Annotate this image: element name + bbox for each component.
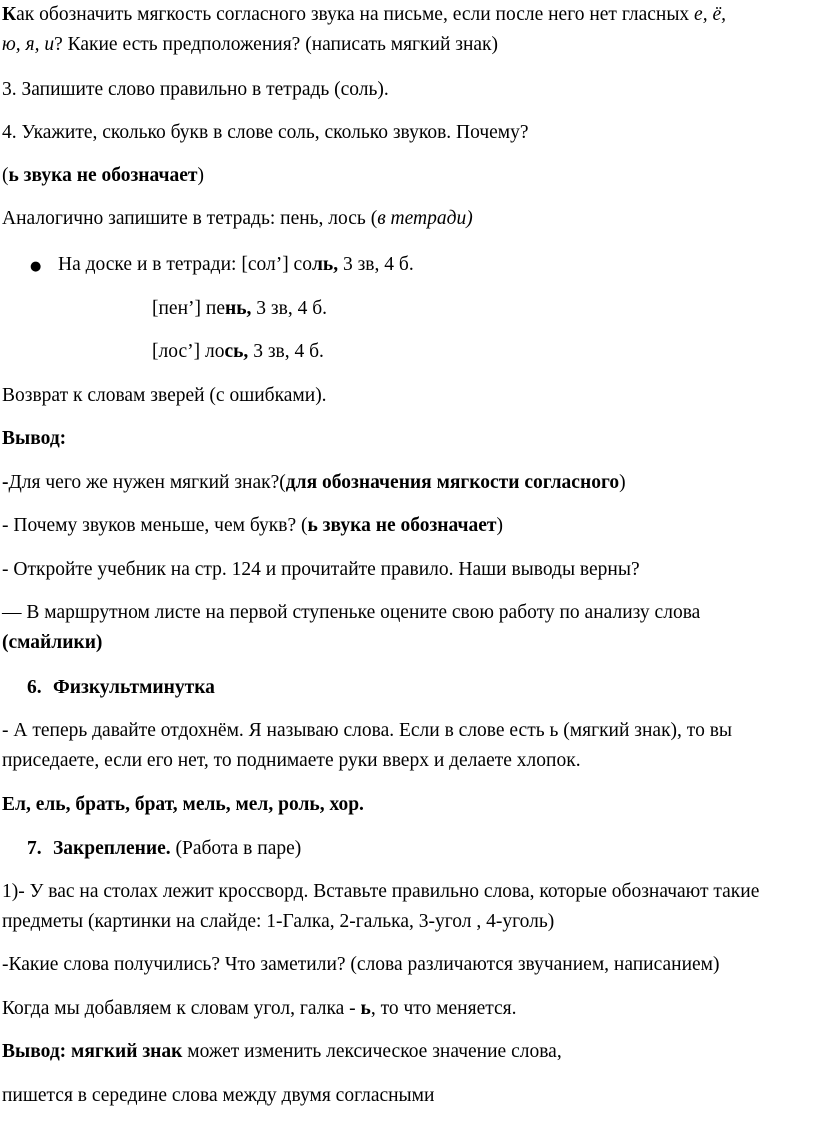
bullet-line-1: На доске и в тетради: [сол’] соль, 3 зв, 4 б.: [58, 254, 414, 275]
bullet-line-3: [лос’] лось, 3 зв, 4 б.: [152, 341, 324, 362]
exercise-instructions: - А теперь давайте отдохнём. Я называю слова. Если в слове есть ь (мягкий знак), то вы приседаете, если его нет, то поднимаете руки вверх и делаете хлопок.: [2, 720, 733, 771]
question-2: - Почему звуков меньше, чем букв? (ь звука не обозначает): [2, 515, 503, 536]
conclusion-heading: Вывод:: [2, 428, 67, 449]
return-note: Возврат к словам зверей (с ошибками).: [2, 385, 327, 406]
final-conclusion: Вывод: мягкий знак может изменить лексическое значение слова,: [2, 1041, 562, 1062]
bold-text: ь звука не обозначает: [8, 165, 198, 186]
paragraph-question-softness-cont: [2, 30, 812, 60]
vowels-italic: е, ё,: [694, 4, 726, 25]
bold-answer: ь звука не обозначает: [307, 515, 497, 536]
vowels-italic: ю, я, и: [2, 34, 55, 55]
question-4: — В маршрутном листе на первой ступеньке оцените свою работу по анализу слова: [2, 602, 701, 623]
paragraph-question-softness: [2, 0, 812, 30]
text: ? Какие есть предположения? (написать мягкий знак): [54, 34, 499, 55]
step-4: 4. Укажите, сколько букв в слове соль, сколько звуков. Почему?: [2, 122, 529, 143]
bullet-line-2: [пен’] пень, 3 зв, 4 б.: [152, 298, 328, 319]
observation-question: -Какие слова получились? Что заметили? (слова различаются звучанием, написанием): [2, 954, 720, 975]
section-6-heading: 6. Физкультминутка: [27, 677, 215, 698]
what-changes: Когда мы добавляем к словам угол, галка - ь, то что меняется.: [2, 998, 517, 1019]
question-1: -Для чего же нужен мягкий знак?(для обозначения мягкости согласного): [2, 472, 626, 493]
words-list: Ел, ель, брать, брат, мель, мел, роль, хор.: [2, 794, 364, 815]
text: ак обозначить мягкость согласного звука на письме, если после него нет гласных: [16, 4, 695, 25]
initial-letter: К: [2, 4, 17, 25]
italic-note: в тетради): [377, 208, 473, 229]
bullet-icon: ●: [30, 259, 42, 274]
final-conclusion-2: пишется в середине слова между двумя согласными: [2, 1085, 435, 1106]
step-3: 3. Запишите слово правильно в тетрадь (соль).: [2, 79, 389, 100]
analog-task: Аналогично запишите в тетрадь: пень, лось (в тетради): [2, 208, 473, 229]
bold-answer: для обозначения мягкости согласного: [285, 472, 620, 493]
crossword-task: 1)- У вас на столах лежит кроссворд. Вставьте правильно слова, которые обозначают такие предметы (картинки на слайде: 1-Галка, 2-галька, 3-угол , 4-уголь): [2, 881, 760, 932]
section-7-heading: 7. Закрепление. (Работа в паре): [27, 838, 302, 859]
answer-no-sound: (ь звука не обозначает): [2, 165, 204, 186]
question-3: - Откройте учебник на стр. 124 и прочитайте правило. Наши выводы верны?: [2, 559, 640, 580]
question-4-bold: (смайлики): [2, 632, 103, 653]
